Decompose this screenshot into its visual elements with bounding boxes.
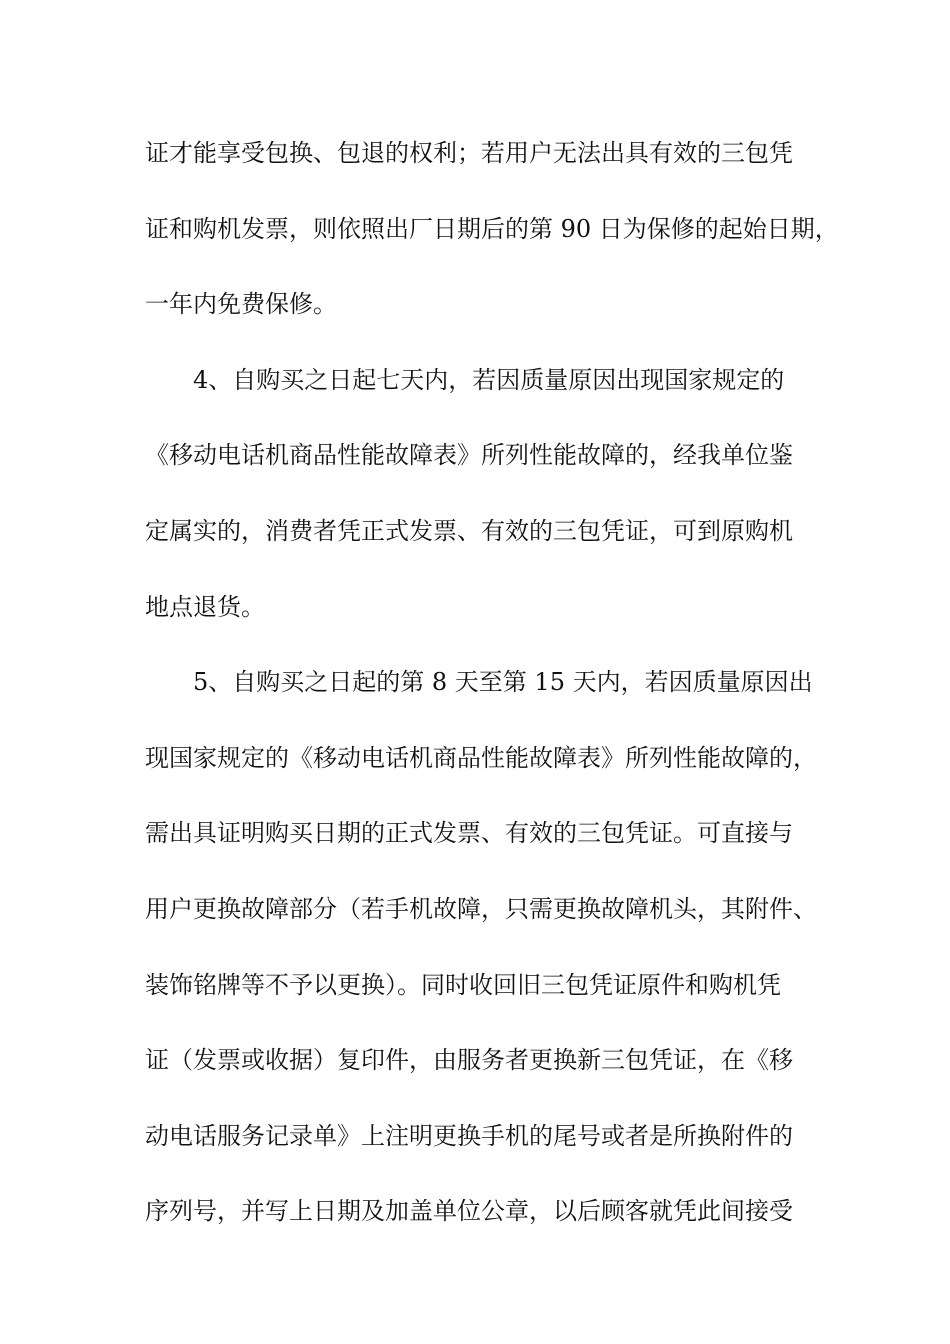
text-line: 证（发票或收据）复印件，由服务者更换新三包凭证，在《移 [145, 1046, 793, 1075]
paragraph-4-first-line: 4、自购买之日起七天内，若因质量原因出现国家规定的 [193, 365, 785, 394]
text-line: 需出具证明购买日期的正式发票、有效的三包凭证。可直接与 [145, 819, 793, 848]
text-line: 证才能享受包换、包退的权利；若用户无法出具有效的三包凭 [145, 139, 793, 167]
body-text [145, 129, 839, 1263]
text-line: 一年内免费保修。 [145, 290, 337, 319]
text-line: 定属实的，消费者凭正式发票、有效的三包凭证，可到原购机 [145, 516, 793, 545]
text-line: 序列号，并写上日期及加盖单位公章，以后顾客就凭此间接受 [145, 1197, 793, 1226]
text-line: 《移动电话机商品性能故障表》所列性能故障的，经我单位鉴 [145, 441, 793, 470]
text-line: 装饰铭牌等不予以更换）。同时收回旧三包凭证原件和购机凭 [145, 970, 781, 999]
text-line: 证和购机发票，则依照出厂日期后的第 90 日为保修的起始日期， [145, 214, 839, 243]
text-line: 用户更换故障部分（若手机故障，只需更换故障机头，其附件、 [145, 894, 817, 923]
text-line: 现国家规定的《移动电话机商品性能故障表》所列性能故障的， [145, 743, 817, 772]
text-line: 地点退货。 [145, 592, 265, 621]
text-line: 动电话服务记录单》上注明更换手机的尾号或者是所换附件的 [145, 1121, 793, 1150]
paragraph-5-first-line: 5、自购买之日起的第 8 天至第 15 天内，若因质量原因出 [193, 668, 813, 697]
